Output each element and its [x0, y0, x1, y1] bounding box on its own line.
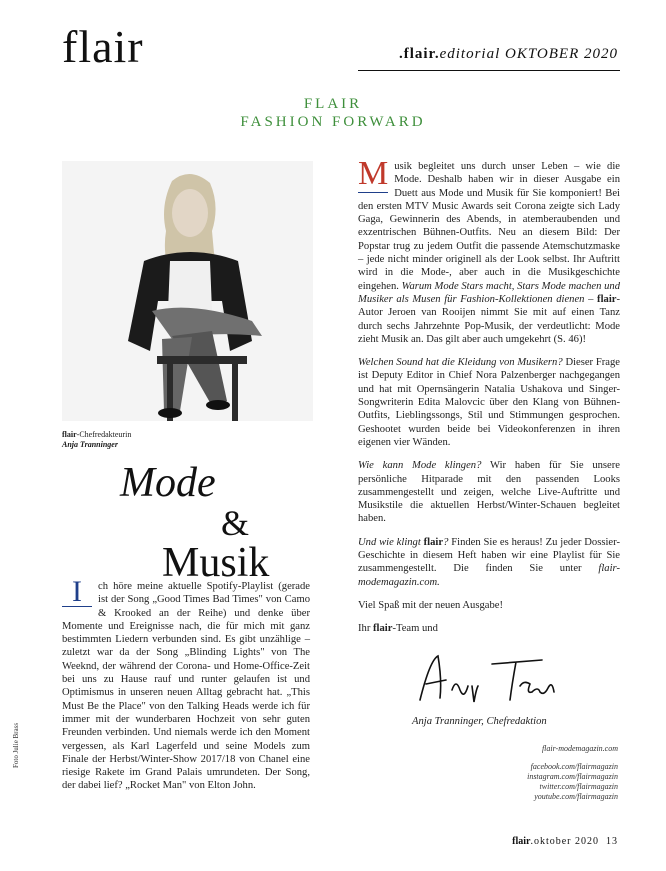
left-column — [62, 575, 310, 803]
paragraph-1-brand: flair — [597, 293, 617, 305]
caption-brand: flair — [62, 430, 77, 439]
paragraph-2-text: Dieser Frage ist Deputy Editor in Chief Nora Palzenberger nachgegangen und hat mit Opernsängerin Natalia Ushakova und Singer-Songwriterin Edita Malovcic über den Klang von Bühnen-Outfits, Lieblingssongs, Stil und Stimmungen gesprochen. Geshootet wurden beide bei Videokonferenzen in ihren eigenen vier Wänden. — [358, 357, 620, 448]
paragraph-3-text: Wir haben für Sie unsere persönliche Hitparade mit den passenden Looks zusammengestellt und zeigen, welche Live-Auftritte und Musikstile die aktuellen Herbst/Winter-Schauen begleitet haben. — [358, 460, 620, 525]
section-title-line2: FASHION FORWARD — [240, 114, 426, 130]
article-title — [120, 460, 310, 586]
sign-off-brand: flair — [373, 623, 393, 635]
social-links — [527, 744, 618, 802]
website-link[interactable]: flair-modemagazin.com — [541, 744, 618, 753]
paragraph-4-question: ? — [443, 536, 449, 548]
paragraph-4-brand: flair — [423, 536, 444, 548]
edition-label — [399, 46, 618, 63]
right-column — [358, 155, 620, 646]
paragraph-3-italic: Wie kann Mode klingen? — [358, 460, 482, 472]
page-number: 13 — [606, 836, 618, 847]
page-footer — [512, 836, 618, 847]
caption-name: Anja Tranninger — [62, 440, 118, 449]
sign-off-team: -Team und — [392, 623, 438, 635]
dropcap-i: I — [62, 580, 92, 607]
paragraph-1-text-end: -Autor Jeroen van Rooijen nimmt Sie mit auf einen Tanz durch sechs Jahrzehnte Pop-Musik, der verdeutlicht: Mode zieht Musik an. Das gilt aber auch umgekehrt (S. 46)! — [358, 293, 620, 345]
paragraph-4-text: Finden Sie es heraus! Zu jeder Dossier-Geschichte in diesem Heft haben wir eine Playlist für Sie zusammengestellt. Die finden Sie unter — [358, 536, 620, 575]
caption-role: -Chefredakteurin — [76, 430, 132, 439]
signature-caption: Anja Tranninger, Chefredaktion — [412, 716, 547, 727]
handwritten-signature — [412, 650, 562, 708]
paragraph-6 — [358, 622, 620, 635]
footer-issue: .oktober 2020 — [530, 836, 599, 847]
instagram-link[interactable]: instagram.com/flairmagazin — [527, 772, 618, 781]
paragraph-1 — [358, 155, 620, 346]
paragraph-1-italic: Warum Mode Stars macht, Stars Mode machen und Musiker als Musen für Fashion-Kollektionen dienen – — [358, 280, 620, 305]
paragraph-2 — [358, 356, 620, 449]
title-word-mode: Mode — [120, 460, 216, 506]
paragraph-5: Viel Spaß mit der neuen Ausgabe! — [358, 599, 503, 611]
youtube-link[interactable]: youtube.com/flairmagazin — [534, 792, 618, 801]
portrait-caption — [62, 430, 131, 450]
sign-off-ihr: Ihr — [358, 623, 371, 635]
footer-brand: flair — [512, 836, 531, 847]
facebook-link[interactable]: facebook.com/flairmagazin — [530, 762, 618, 771]
title-ampersand: & — [220, 503, 249, 543]
header-rule — [358, 70, 620, 71]
paragraph-3 — [358, 459, 620, 525]
signature-block — [412, 650, 562, 712]
editor-portrait-drawing — [62, 161, 313, 421]
magazine-logo: flair — [62, 21, 144, 72]
title-word-musik: Musik — [162, 540, 270, 586]
paragraph-1-text: usik begleitet uns durch unser Leben – wie die Mode. Deshalb haben wir in dieser Ausgabe ein Duett aus Mode und Musik für Sie komponiert! Bei den ersten MTV Music Awards seit Corona zeigte sich Lady Gaga, Gewinnerin des Abends, in atemberaubenden und exzentrischen Bühnen-Outfits. Neu an diesem Bild: Der Popstar trug zu jedem Outfit die passende Atemschutzmaske – jede nicht minder originell als der Look selbst. Ihr Auftritt wird in die Mode-, aber auch in die Musikgeschichte eingehen. — [358, 161, 620, 292]
photo-credit: Foto Julie Brass — [12, 722, 20, 768]
edition-month: editorial OKTOBER 2020 — [439, 46, 618, 62]
left-column-text: ch höre meine aktuelle Spotify-Playlist (gerade ist der Song „Good Times Bad Times" von Camo & Krooked an der Reihe) und denke über Momente und Ereignisse nach, die für mich mit ganz bestimmten Liedern verbunden sind. Es gibt unzählige – zuletzt war da der Song „Blinding Lights" von The Weeknd, der während der Corona- und Home-Office-Zeit bei uns zu Hause rauf und runter gelaufen ist und Optimismus in unseren neuen Alltag gebracht hat. „This Must Be the Place" von den Talking Heads werde ich für immer mit der wunderbaren Hochzeit von sehr guten Freunden verbinden. Und niemals werde ich den Moment vergessen, als Karl Lagerfeld und seine Models zum Finale der Herbst/Winter-Show 2017/18 von Chanel eine riesige Rakete im Grand Palais umrundeten. Der Song, der dabei lief? „Rocket Man" von Elton John. — [62, 581, 310, 792]
paragraph-2-italic: Welchen Sound hat die Kleidung von Musikern? — [358, 357, 563, 369]
paragraph-4 — [358, 536, 620, 589]
paragraph-4-italic: Und wie klingt — [358, 536, 421, 548]
playlist-link[interactable]: flair-modemagazin.com. — [358, 563, 620, 588]
editor-portrait — [62, 161, 313, 421]
twitter-link[interactable]: twitter.com/flairmagazin — [539, 782, 618, 791]
dropcap-m: M — [358, 155, 389, 192]
section-title-line1: FLAIR — [303, 96, 363, 112]
edition-brand: .flair. — [398, 46, 440, 62]
